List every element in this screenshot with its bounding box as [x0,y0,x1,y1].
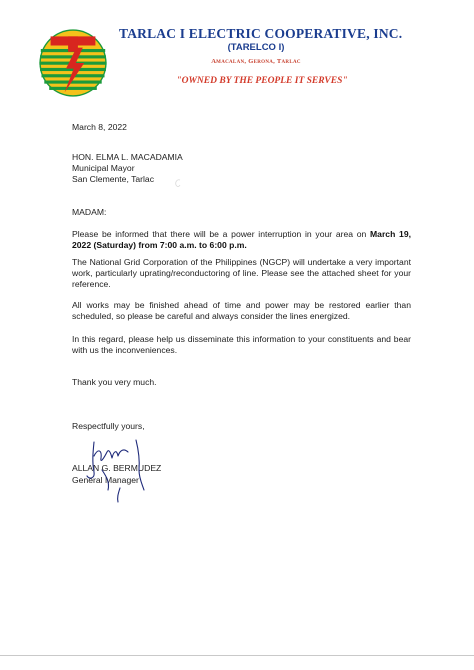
paragraph-safety: All works may be finished ahead of time and power may be restored earlier than scheduled, so please be careful and always consider the lines energized. [72,300,411,322]
recipient-name: HON. ELMA L. MACADAMIA [72,152,183,162]
paragraph-ngcp-work: The National Grid Corporation of the Philippines (NGCP) will undertake a very important work, particularly uprating/reconductoring of line. Please see the attached sheet for your reference. [72,257,411,290]
salutation: MADAM: [72,207,107,217]
org-motto: "OWNED BY THE PEOPLE IT SERVES" [176,76,348,86]
interruption-notice-text: Please be informed that there will be a power interruption in your area on [72,229,367,239]
handwritten-signature-icon [84,436,164,516]
org-name: TARLAC I ELECTRIC COOPERATIVE, INC. [119,26,403,41]
valediction: Respectfully yours, [72,421,145,431]
paragraph-interruption-notice [72,229,411,251]
paper-mark-icon [174,178,182,188]
recipient-block [72,152,183,186]
interruption-schedule: March 19, 2022 (Saturday) from 7:00 a.m. to 6:00 p.m. [72,229,411,251]
recipient-location: San Clemente, Tarlac [72,174,155,185]
signer-title: General Manager [72,475,139,485]
page-bottom-rule [0,655,474,656]
org-short-name: (TARELCO I) [227,42,285,53]
closing-line: Thank you very much. [72,377,157,387]
letter-date: March 8, 2022 [72,122,127,132]
org-address: Amacalan, Gerona, Tarlac [211,58,301,65]
signer-name: ALLAN G. BERMUDEZ [72,463,162,473]
paragraph-dissemination: In this regard, please help us disseminate this information to your constituents and bear with us the inconveniences. [72,334,411,356]
recipient-position: Municipal Mayor [72,163,135,174]
